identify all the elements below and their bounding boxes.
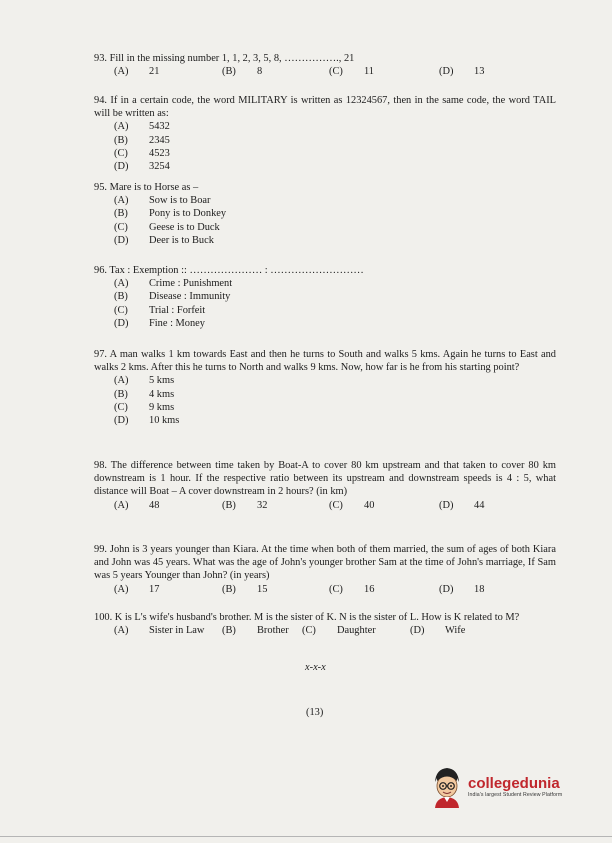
question-text: 98. The difference between time taken by Boat-A to cover 80 km upstream and that taken to cover 80 km downstream is 1 hour. If the respective ratio between its upstream and downstream speeds is 4 : 5, what distance will Boat – A cover downstream in 2 hours? (in km) [94, 460, 556, 498]
logo-brand: collegedunia [468, 775, 560, 792]
option-c: (C) Trial : Forfeit [114, 304, 206, 316]
option-c: (C) 4523 [114, 147, 170, 159]
option-c: (C) 16 [329, 583, 375, 595]
option-b: (B) Disease : Immunity [114, 291, 231, 303]
option-c: (C) 11 [329, 66, 375, 78]
question-95 [94, 181, 556, 247]
options-row [94, 583, 556, 596]
option-d: (D) Fine : Money [114, 317, 205, 329]
option-a: (A) Crime : Punishment [114, 278, 233, 290]
option-d: (D) Deer is to Buck [114, 234, 214, 246]
option-a: (A) 5 kms [114, 375, 175, 387]
option-a: (A) 21 [114, 66, 160, 78]
option-a: (A) 48 [114, 499, 160, 511]
option-b: (B) Brother [222, 625, 289, 637]
option-c: (C) 9 kms [114, 401, 175, 413]
option-b: (B) 15 [222, 583, 268, 595]
option-c: (C) Geese is to Duck [114, 221, 220, 233]
question-text: 97. A man walks 1 km towards East and then he turns to South and walks 5 kms. Again he turns to East and walks 2 kms. After this he turns to North and walks 9 kms. Now, how far is he from his starting point? [94, 349, 556, 374]
option-d: (D) 44 [439, 499, 485, 511]
option-a: (A) 5432 [114, 121, 170, 133]
question-100 [94, 611, 556, 637]
options-list [114, 194, 556, 247]
option-d: (D) 10 kms [114, 415, 180, 427]
end-mark: x-x-x [305, 662, 326, 673]
question-text: 96. Tax : Exemption :: ………………… : ……………………… [94, 265, 364, 276]
question-94 [94, 94, 556, 173]
option-b: (B) 4 kms [114, 388, 175, 400]
question-99 [94, 543, 556, 596]
question-text: 95. Mare is to Horse as – [94, 182, 199, 193]
options-list [114, 277, 556, 330]
question-text: 93. Fill in the missing number 1, 1, 2, 3, 5, 8, ……………., 21 [94, 53, 355, 64]
option-b: (B) 2345 [114, 134, 170, 146]
option-b: (B) 32 [222, 499, 268, 511]
option-d: (D) Wife [410, 625, 466, 637]
option-a: (A) Sow is to Boar [114, 195, 211, 207]
option-a: (A) Sister in Law [114, 625, 205, 637]
option-b: (B) 8 [222, 66, 263, 78]
options-list [114, 120, 556, 173]
option-b: (B) Pony is to Donkey [114, 208, 227, 220]
student-mascot-icon [430, 766, 464, 808]
options-list [114, 374, 556, 427]
option-a: (A) 17 [114, 583, 160, 595]
options-row [94, 624, 556, 637]
option-d: (D) 13 [439, 66, 485, 78]
option-d: (D) 18 [439, 583, 485, 595]
question-96 [94, 264, 556, 330]
collegedunia-logo [430, 766, 562, 808]
bottom-divider [0, 836, 612, 837]
question-text: 94. If in a certain code, the word MILITARY is written as 12324567, then in the same code, the word TAIL will be written as: [94, 95, 556, 120]
question-98 [94, 459, 556, 512]
question-93 [94, 52, 556, 78]
logo-tagline: India's largest Student Review Platform [468, 792, 563, 798]
option-c: (C) 40 [329, 499, 375, 511]
option-c: (C) Daughter [302, 625, 376, 637]
question-97 [94, 348, 556, 427]
options-row [94, 65, 556, 78]
page-number: (13) [306, 707, 324, 718]
question-text: 100. K is L's wife's husband's brother. M is the sister of K. N is the sister of L. How is K related to M? [94, 612, 520, 623]
option-d: (D) 3254 [114, 161, 170, 173]
question-text: 99. John is 3 years younger than Kiara. At the time when both of them married, the sum of ages of both Kiara and John was 45 years. What was the age of John's younger brother Sam at the time of John's marriage, If Sam was 5 years Younger than John? (in years) [94, 544, 556, 582]
options-row [94, 499, 556, 512]
